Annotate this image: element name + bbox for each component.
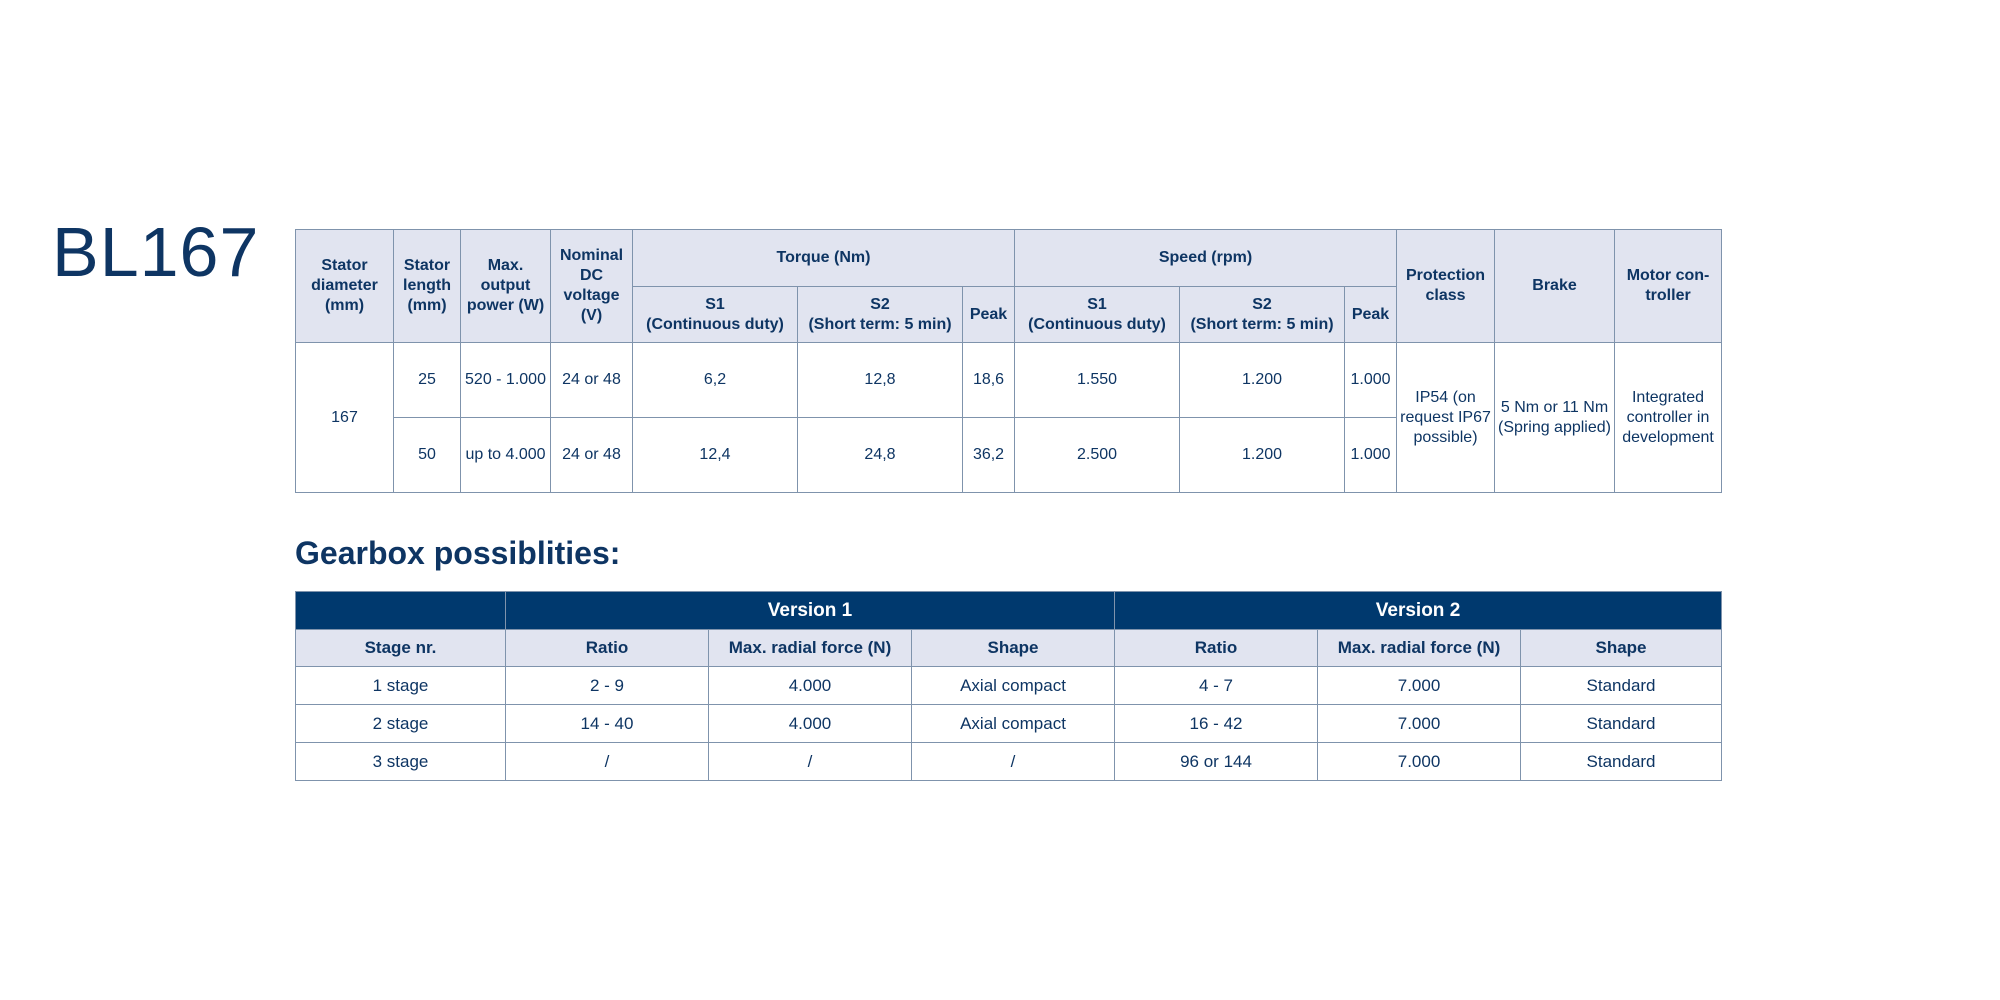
v1-ratio-cell: / [506,743,709,781]
voltage-cell: 24 or 48 [551,418,633,493]
header-v1-force: Max. radial force (N) [709,630,912,667]
header-speed-s2 [1180,287,1345,343]
v2-force-cell: 7.000 [1318,743,1521,781]
gearbox-table [295,591,1722,781]
speed-s2-cell: 1.200 [1180,343,1345,418]
spec-table [295,229,1722,493]
v2-ratio-cell: 16 - 42 [1115,705,1318,743]
header-nominal-dc-voltage: Nominal DC voltage (V) [551,230,633,343]
s1-sub-label: (Continuous duty) [1028,315,1166,333]
table-row [296,705,1722,743]
header-protection-class: Protection class [1397,230,1495,343]
header-stator-diameter: Stator diameter (mm) [296,230,394,343]
torque-s2-cell: 24,8 [798,418,963,493]
s2-label: S2 [870,295,890,313]
voltage-cell: 24 or 48 [551,343,633,418]
header-brake: Brake [1495,230,1615,343]
torque-peak-cell: 18,6 [963,343,1015,418]
s2-label: S2 [1252,295,1272,313]
table-row [296,343,1722,418]
gearbox-title: Gearbox possiblities: [295,535,621,571]
header-v2-ratio: Ratio [1115,630,1318,667]
speed-s1-cell: 2.500 [1015,418,1180,493]
s1-sub-label: (Continuous duty) [646,315,784,333]
stator-length-cell: 50 [394,418,461,493]
v2-shape-cell: Standard [1521,743,1722,781]
v1-force-cell: / [709,743,912,781]
s1-label: S1 [1087,295,1107,313]
v2-force-cell: 7.000 [1318,667,1521,705]
v2-force-cell: 7.000 [1318,705,1521,743]
header-version-2: Version 2 [1115,592,1722,630]
stator-diameter-cell: 167 [296,343,394,493]
header-stator-length: Stator length (mm) [394,230,461,343]
stage-cell: 3 stage [296,743,506,781]
torque-peak-cell: 36,2 [963,418,1015,493]
s2-sub-label: (Short term: 5 min) [1190,315,1334,333]
header-motor-controller: Motor con-troller [1615,230,1722,343]
brake-cell: 5 Nm or 11 Nm (Spring applied) [1495,343,1615,493]
header-max-output-power: Max. output power (W) [461,230,551,343]
power-cell: 520 - 1.000 [461,343,551,418]
v2-ratio-cell: 96 or 144 [1115,743,1318,781]
header-torque-s1 [633,287,798,343]
stage-cell: 2 stage [296,705,506,743]
header-version-1: Version 1 [506,592,1115,630]
header-speed-peak: Peak [1345,287,1397,343]
v1-ratio-cell: 2 - 9 [506,667,709,705]
page-title: BL167 [52,213,260,291]
stage-cell: 1 stage [296,667,506,705]
v1-ratio-cell: 14 - 40 [506,705,709,743]
v2-shape-cell: Standard [1521,667,1722,705]
v2-shape-cell: Standard [1521,705,1722,743]
header-blank [296,592,506,630]
speed-s1-cell: 1.550 [1015,343,1180,418]
s2-sub-label: (Short term: 5 min) [808,315,952,333]
header-speed-s1 [1015,287,1180,343]
motor-controller-cell: Integrated controller in development [1615,343,1722,493]
speed-peak-cell: 1.000 [1345,343,1397,418]
torque-s2-cell: 12,8 [798,343,963,418]
header-torque-peak: Peak [963,287,1015,343]
header-v1-shape: Shape [912,630,1115,667]
header-v1-ratio: Ratio [506,630,709,667]
speed-peak-cell: 1.000 [1345,418,1397,493]
table-row [296,743,1722,781]
stator-length-cell: 25 [394,343,461,418]
v1-shape-cell: Axial compact [912,667,1115,705]
protection-class-cell: IP54 (on request IP67 possible) [1397,343,1495,493]
header-v2-force: Max. radial force (N) [1318,630,1521,667]
speed-s2-cell: 1.200 [1180,418,1345,493]
header-v2-shape: Shape [1521,630,1722,667]
header-speed-group: Speed (rpm) [1015,230,1397,287]
header-torque-s2 [798,287,963,343]
v1-shape-cell: / [912,743,1115,781]
torque-s1-cell: 6,2 [633,343,798,418]
v1-force-cell: 4.000 [709,667,912,705]
v2-ratio-cell: 4 - 7 [1115,667,1318,705]
header-torque-group: Torque (Nm) [633,230,1015,287]
header-stage: Stage nr. [296,630,506,667]
torque-s1-cell: 12,4 [633,418,798,493]
v1-shape-cell: Axial compact [912,705,1115,743]
v1-force-cell: 4.000 [709,705,912,743]
table-row [296,667,1722,705]
s1-label: S1 [705,295,725,313]
power-cell: up to 4.000 [461,418,551,493]
